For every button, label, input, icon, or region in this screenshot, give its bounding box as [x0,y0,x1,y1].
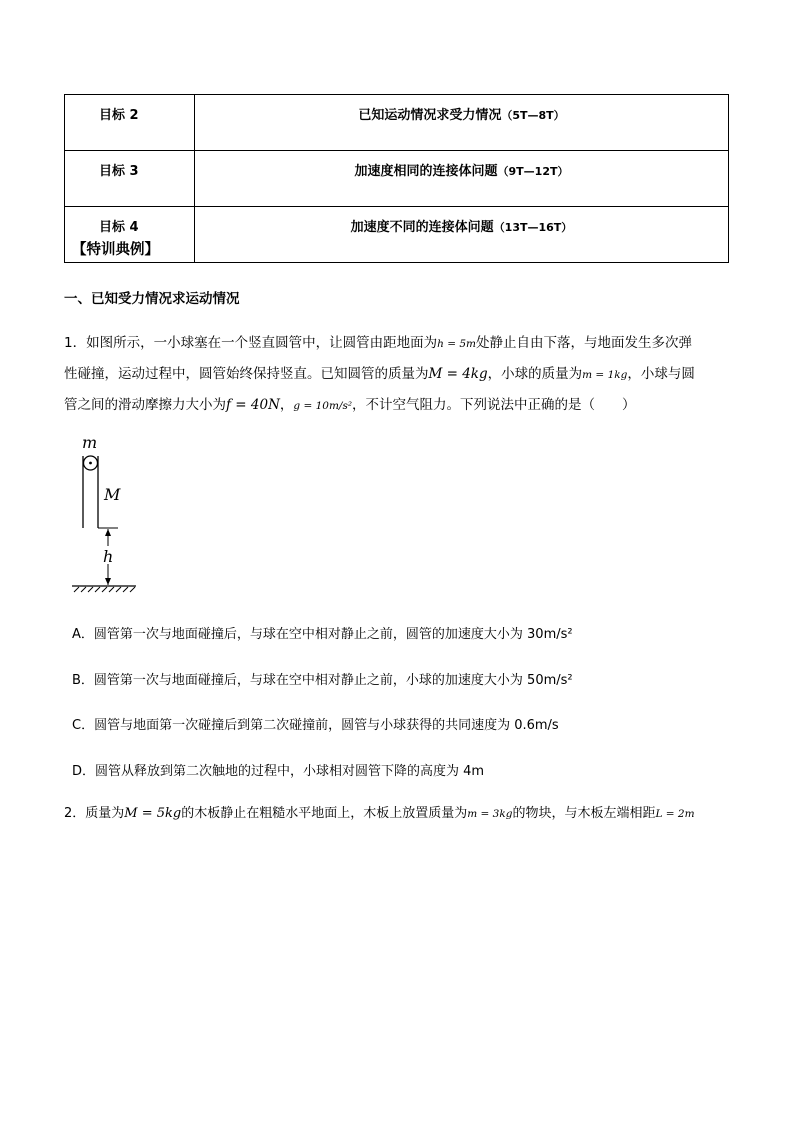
option-c: C．圆管与地面第一次碰撞后到第二次碰撞前，圆管与小球获得的共同速度为 0.6m/s [72,718,559,733]
goal-description [195,207,729,263]
q1-equation: m = 1kg [582,369,628,381]
q1-equation: g = 10m/s² [293,400,353,412]
section-title: 【特训典例】 [72,242,159,258]
table-row [65,151,729,207]
option-d: D．圆管从释放到第二次触地的过程中，小球相对圆管下降的高度为 4m [72,764,485,779]
ground-hatching [74,587,135,592]
goals-table [64,94,729,263]
q1-line-2 [64,364,695,385]
q1-text: 处静止自由下落，与地面发生多次弹 [475,335,692,351]
q1-text: 性碰撞，运动过程中，圆管始终保持竖直。已知圆管的质量为 [64,366,429,382]
goal-range: （9T—12T） [497,165,569,178]
goal-label: 目标 2 [65,95,195,151]
q1-text: ，小球的质量为 [487,366,583,382]
table-row [65,207,729,263]
goal-desc-text: 加速度不同的连接体问题 [350,220,494,235]
arrow-down-head [105,578,111,585]
q2-text: 2．质量为 [64,806,125,821]
q1-text: ，小球与圆 [627,366,695,382]
tube-ball-figure [60,432,150,597]
q1-line-3 [64,395,636,416]
goal-label: 目标 3 [65,151,195,207]
option-b: B．圆管第一次与地面碰撞后，与球在空中相对静止之前，小球的加速度大小为 50m/s² [72,673,573,688]
q1-text: ，不计空气阻力。下列说法中正确的是（ ） [352,397,636,413]
q1-equation: h = 5m [437,338,476,350]
goal-label: 目标 4 [65,207,195,263]
q2-equation: L = 2m [655,808,695,820]
q1-line-1 [64,333,692,354]
q1-text: ， [279,397,294,413]
ball-center [89,462,92,465]
q2-equation: M = 5kg [124,806,182,821]
q2-text: 的物块，与木板左端相距 [512,806,656,821]
q1-text: 管之间的滑动摩擦力大小为 [64,397,226,413]
goal-desc-text: 已知运动情况求受力情况 [358,108,502,123]
arrow-up-head [105,529,111,536]
q2-equation: m = 3kg [467,808,513,820]
figure-label-m: m [82,433,98,452]
q2-text: 的木板静止在粗糙水平地面上，木板上放置质量为 [181,806,468,821]
subsection-title: 一、已知受力情况求运动情况 [64,291,240,307]
q2-line-1 [64,804,695,824]
goal-description [195,95,729,151]
goal-description [195,151,729,207]
option-a: A．圆管第一次与地面碰撞后，与球在空中相对静止之前，圆管的加速度大小为 30m/s² [72,627,573,642]
goal-range: （5T—8T） [501,109,565,122]
q1-equation: f = 40N [226,397,280,413]
goal-range: （13T—16T） [493,221,573,234]
table-row [65,95,729,151]
q1-equation: M = 4kg [428,366,488,382]
goal-desc-text: 加速度相同的连接体问题 [354,164,498,179]
figure-label-h: h [103,547,114,566]
figure-label-M: M [104,485,121,504]
q1-text: 1．如图所示，一小球塞在一个竖直圆管中，让圆管由距地面为 [64,335,438,351]
